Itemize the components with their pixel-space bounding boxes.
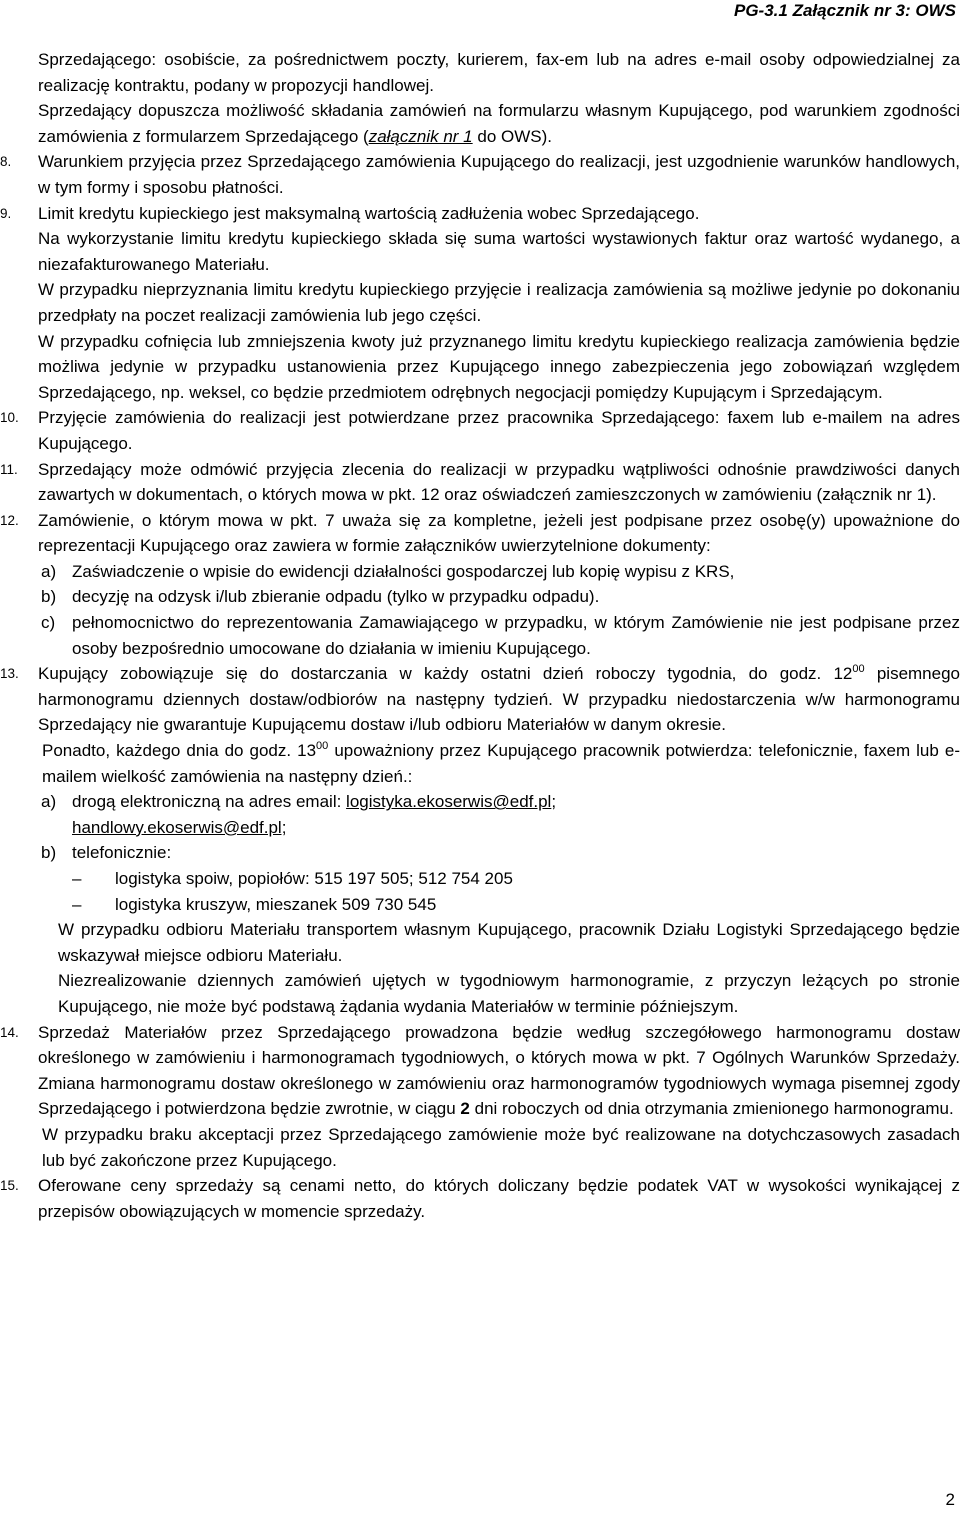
list-item-text — [72, 815, 960, 841]
section-number: 11. — [0, 461, 18, 477]
list-item-text: pełnomocnictwo do reprezentowania Zamawiającego w przypadku, w którym Zamówienie nie jest podpisane przez osoby bezpośrednio umocowane do działania w imieniu Kupującego. — [72, 613, 960, 658]
section-12-item-c — [0, 610, 960, 661]
section-13-transport: W przypadku odbioru Materiału transportem własnym Kupującego, pracownik Działu Logistyki Sprzedającego będzie wskazywał miejsce odbioru Materiału. — [58, 920, 960, 965]
section-number: 12. — [0, 512, 19, 528]
section-14 — [0, 1020, 960, 1122]
list-letter: b) — [41, 587, 57, 607]
section-13-confirmation: Ponadto, każdego dnia do godz. $13^{00}$ upoważniony przez Kupującego pracownik potwierdza: telefonicznie, faxem lub e-mailem wielkość zamówienia na następny dzień.: — [42, 740, 960, 786]
section-9 — [0, 201, 960, 406]
phone-item-text: logistyka kruszyw, mieszanek 509 730 545 — [115, 894, 437, 914]
section-text: Sprzedaż Materiałów przez Sprzedającego prowadzona będzie według szczegółowego harmonogramu dostaw określonego w zamówieniu i harmonogramach tygodniowych, o których mowa w pkt. 7 Ogólnych Warunków Sprzedaży. Zmiana harmonogramu dostaw określonego w zamówieniu oraz harmonogramów tygodniowych wymaga pisemnej zgody Sprzedającego i potwierdzona będzie zwrotnie, w ciągu 2 dni roboczych od dnia otrzymania zmienionego harmonogramu. — [38, 1022, 960, 1119]
section-text: Kupujący zobowiązuje się do dostarczania w każdy ostatni dzień roboczy tygodnia, do godz. $12^{00}$ pisemnego harmonogramu dziennych dostaw/odbiorów na następny tydzień. W przypadku niedostarczenia w/w harmonogramu Sprzedający nie gwarantuje Kupującemu dostaw i/lub odbioru Materiałów w danym okresie. — [38, 663, 960, 735]
section-12-item-b — [0, 584, 960, 610]
section-13-item-a — [0, 789, 960, 840]
section-number: 10. — [0, 410, 19, 426]
section-number: 15. — [0, 1178, 19, 1194]
phone-item-kruszywa — [0, 892, 960, 918]
section-number: 14. — [0, 1024, 19, 1040]
section-14-no-acceptance: W przypadku braku akceptacji przez Sprzedającego zamówienie może być realizowane na dotychczasowych zasadach lub być zakończone przez Kupującego. — [42, 1124, 960, 1170]
section-number: 13. — [0, 666, 19, 682]
section-11 — [0, 457, 960, 508]
page-number: 2 — [945, 1490, 955, 1510]
section-number: 8. — [0, 154, 12, 170]
list-letter: c) — [41, 613, 56, 633]
section-12-item-a — [0, 559, 960, 585]
phone-item-text: logistyka spoiw, popiołów: 515 197 505; 512 754 205 — [115, 869, 513, 888]
list-item-text: decyzję na odzysk i/lub zbieranie odpadu (tylko w przypadku odpadu). — [72, 587, 600, 607]
intro-paragraph-1: Sprzedającego: osobiście, za pośrednictwem poczty, kurierem, fax-em lub na adres e-mail osoby odpowiedzialnej za realizację kontraktu, podany w propozycji handlowej. — [38, 50, 960, 95]
section-text: Sprzedający może odmówić przyjęcia zlecenia do realizacji w przypadku wątpliwości odnośnie prawdziwości danych zawartych w dokumentach, o których mowa w pkt. 12 oraz oświadczeń zamieszczonych w zamówieniu (załącznik nr 1). — [38, 459, 960, 505]
list-item-text: telefonicznie: — [72, 843, 172, 863]
section-text: Na wykorzystanie limitu kredytu kupieckiego składa się suma wartości wystawionych faktur oraz wartość wydanego, a niezafakturowanego Materiału. — [38, 229, 960, 274]
email-link-logistyka[interactable]: logistyka.ekoserwis@edf.pl — [346, 792, 552, 812]
section-text: Przyjęcie zamówienia do realizacji jest potwierdzane przez pracownika Sprzedającego: faxem lub e-mailem na adres Kupującego. — [38, 408, 960, 453]
section-13 — [0, 661, 960, 738]
section-text: W przypadku cofnięcia lub zmniejszenia kwoty już przyznanego limitu kredytu kupieckiego realizacja zamówienia będzie możliwa jedynie w przypadku ustanowienia przez Kupującego innego zabezpieczenia jego zobowiązań względem Sprzedającego, np. weksel, co będzie przedmiotem odrębnych negocjacji pomiędzy Kupującym i Sprzedającym. — [38, 331, 960, 402]
section-13-item-b — [0, 840, 960, 866]
section-text: Zamówienie, o którym mowa w pkt. 7 uważa się za kompletne, jeżeli jest podpisane przez osobę(y) upoważnione do reprezentacji Kupującego oraz zawiera w formie załączników uwierzytelnione dokumenty: — [38, 510, 960, 556]
section-12 — [0, 508, 960, 559]
document-body — [0, 47, 960, 1224]
email-link-handlowy[interactable]: handlowy.ekoserwis@edf.pl; — [72, 817, 287, 837]
section-8 — [0, 149, 960, 200]
section-text: Limit kredytu kupieckiego jest maksymalną wartością zadłużenia wobec Sprzedającego. — [38, 203, 700, 223]
list-item-text: Zaświadczenie o wpisie do ewidencji działalności gospodarczej lub kopię wypisu z KRS, — [72, 561, 735, 581]
section-15 — [0, 1173, 960, 1224]
document-header: PG-3.1 Załącznik nr 3: OWS — [733, 1, 956, 20]
section-text: W przypadku nieprzyznania limitu kredytu kupieckiego przyjęcie i realizacja zamówienia są możliwe jedynie po dokonaniu przedpłaty na poczet realizacji zamówienia lub jego części. — [38, 280, 960, 325]
list-letter: a) — [41, 561, 57, 581]
list-item-text: drogą elektroniczną na adres email: logistyka.ekoserwis@edf.pl; — [72, 792, 557, 812]
section-text: Warunkiem przyjęcia przez Sprzedającego zamówienia Kupującego do realizacji, jest uzgodnienie warunków handlowych, w tym formy i sposobu płatności. — [38, 152, 960, 197]
phone-item-spoiwa — [0, 866, 960, 892]
list-letter: a) — [41, 792, 57, 812]
section-text: Oferowane ceny sprzedaży są cenami netto, do których doliczany będzie podatek VAT w wysokości wynikającej z przepisów obowiązujących w momencie sprzedaży. — [38, 1176, 960, 1221]
section-13-unrealized: Niezrealizowanie dziennych zamówień ujętych w tygodniowym harmonogramie, z przyczyn leżących po stronie Kupującego, nie może być podstawą żądania wydania Materiałów w terminie późniejszym. — [58, 971, 960, 1016]
dash-bullet: – — [72, 894, 82, 914]
annex-reference: załącznik nr 1 — [368, 126, 473, 146]
dash-bullet: – — [72, 869, 82, 888]
list-letter: b) — [41, 843, 57, 863]
section-number: 9. — [0, 205, 12, 221]
intro-paragraph-2: Sprzedający dopuszcza możliwość składania zamówień na formularzu własnym Kupującego, pod warunkiem zgodności zamówienia z formularzem Sprzedającego (załącznik nr 1 do OWS). — [38, 101, 960, 146]
section-10 — [0, 405, 960, 456]
